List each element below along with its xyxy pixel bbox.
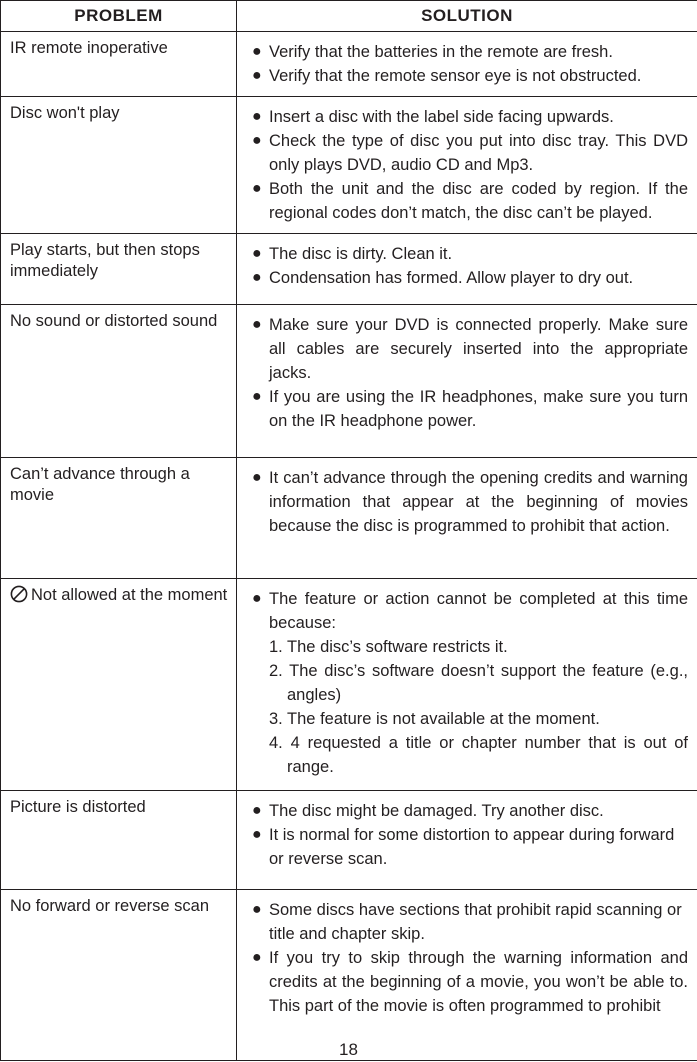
numbered-item: 2. The disc’s software doesn’t support the feature (e.g., angles) bbox=[269, 662, 688, 704]
table-row bbox=[1, 791, 697, 890]
bullet-icon: ● bbox=[252, 469, 262, 486]
solution-bullet: ● Insert a disc with the label side facing upwards. bbox=[237, 105, 688, 129]
solution-bullet: ● The feature or action cannot be completed at this time because: bbox=[237, 587, 688, 635]
bullet-icon: ● bbox=[252, 901, 262, 918]
bullet-icon: ● bbox=[252, 269, 262, 286]
solution-bullet: ● If you are using the IR headphones, make sure you turn on the IR headphone power. bbox=[237, 385, 688, 433]
solution-cell bbox=[237, 305, 697, 458]
bullet-icon: ● bbox=[252, 132, 262, 149]
bullet-icon: ● bbox=[252, 388, 262, 405]
bullet-icon: ● bbox=[252, 245, 262, 262]
page-number: 18 bbox=[339, 1040, 358, 1059]
solution-cell bbox=[237, 791, 697, 890]
bullet-icon: ● bbox=[252, 180, 262, 197]
problem-cell: No forward or reverse scan bbox=[1, 890, 237, 1061]
header-solution: SOLUTION bbox=[237, 1, 697, 32]
solution-bullet: ● It is normal for some distortion to appear during forward or reverse scan. bbox=[237, 823, 688, 871]
table-row bbox=[1, 97, 697, 234]
solution-cell bbox=[237, 97, 697, 234]
numbered-item: 4. 4 requested a title or chapter number that is out of range. bbox=[269, 734, 688, 776]
solution-cell bbox=[237, 458, 697, 579]
problem-cell: Play starts, but then stops immediately bbox=[1, 234, 237, 305]
bullet-icon: ● bbox=[252, 949, 262, 966]
solution-bullet: ● It can’t advance through the opening credits and warning information that appear at the beginning of movies because the disc is programmed to prohibit that action. bbox=[237, 466, 688, 538]
solution-bullet: ● Verify that the remote sensor eye is not obstructed. bbox=[237, 64, 688, 88]
solution-bullet: ● Condensation has formed. Allow player to dry out. bbox=[237, 266, 688, 290]
problem-cell: Can’t advance through a movie bbox=[1, 458, 237, 579]
solution-bullet: ● The disc is dirty. Clean it. bbox=[237, 242, 688, 266]
solution-bullet: ● If you try to skip through the warning information and credits at the beginning of a movie, you won’t be able to. This part of the movie is often programmed to prohibit bbox=[237, 946, 688, 1018]
bullet-icon: ● bbox=[252, 67, 262, 84]
table-row bbox=[1, 579, 697, 791]
problem-cell: No sound or distorted sound bbox=[1, 305, 237, 458]
bullet-icon: ● bbox=[252, 826, 262, 843]
bullet-icon: ● bbox=[252, 108, 262, 125]
header-problem: PROBLEM bbox=[1, 1, 237, 32]
problem-cell: Picture is distorted bbox=[1, 791, 237, 890]
table-row bbox=[1, 305, 697, 458]
problem-text: Not allowed at the moment bbox=[31, 586, 228, 604]
solution-cell bbox=[237, 32, 697, 97]
problem-cell: Disc won't play bbox=[1, 97, 237, 234]
table-row bbox=[1, 32, 697, 97]
solution-bullet: ● Check the type of disc you put into disc tray. This DVD only plays DVD, audio CD and Mp3. bbox=[237, 129, 688, 177]
bullet-icon: ● bbox=[252, 802, 262, 819]
problem-cell bbox=[1, 579, 237, 791]
problem-cell: IR remote inoperative bbox=[1, 32, 237, 97]
table-row bbox=[1, 234, 697, 305]
solution-cell bbox=[237, 579, 697, 791]
bullet-icon: ● bbox=[252, 590, 262, 607]
numbered-item: 3. The feature is not available at the moment. bbox=[269, 710, 600, 728]
numbered-item: 1. The disc’s software restricts it. bbox=[269, 638, 508, 656]
bullet-icon: ● bbox=[252, 43, 262, 60]
solution-bullet: ● Verify that the batteries in the remote are fresh. bbox=[237, 40, 688, 64]
table-row bbox=[1, 458, 697, 579]
solution-cell bbox=[237, 234, 697, 305]
solution-bullet: ● Make sure your DVD is connected properly. Make sure all cables are securely inserted into the appropriate jacks. bbox=[237, 313, 688, 385]
solution-bullet: ● Both the unit and the disc are coded by region. If the regional codes don’t match, the disc can’t be played. bbox=[237, 177, 688, 225]
header-row bbox=[1, 1, 697, 32]
no-entry-circle-icon bbox=[10, 585, 28, 603]
solution-bullet: ● The disc might be damaged. Try another disc. bbox=[237, 799, 688, 823]
solution-bullet: ● Some discs have sections that prohibit rapid scanning or title and chapter skip. bbox=[237, 898, 688, 946]
solution-cell bbox=[237, 890, 697, 1061]
bullet-icon: ● bbox=[252, 316, 262, 333]
table-row bbox=[1, 890, 697, 1061]
